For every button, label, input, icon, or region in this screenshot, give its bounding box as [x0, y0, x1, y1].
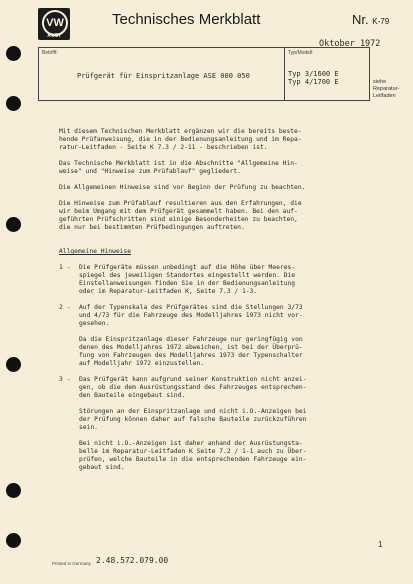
- printed-in-note: Printed in Germany: [52, 561, 91, 566]
- text-line: Einstellanweisungen finden Sie in der Bedienungsanleitung: [79, 280, 296, 287]
- logo-mark: VW: [42, 10, 68, 36]
- text-line: den Bauteile eingebaut sind.: [79, 392, 186, 399]
- item-paragraph: [79, 264, 359, 296]
- betrifft-label: Betrifft:: [42, 50, 58, 56]
- body-text: [59, 128, 359, 472]
- footer-document-number: 2.48.572.079.00: [96, 556, 169, 565]
- punch-hole-4: [6, 357, 21, 372]
- vw-logo: [38, 8, 70, 40]
- page-number: 1: [378, 540, 383, 549]
- text-line: gesehen.: [79, 320, 110, 327]
- text-line: sein.: [79, 424, 98, 431]
- punch-hole-3: [6, 217, 21, 232]
- list-item-2: [59, 304, 359, 368]
- text-line: Das Technische Merkblatt ist in die Abschnitte "Allgemeine Hin-: [59, 160, 298, 167]
- text-line: wir beim Umgang mit dem Prüfgerät gesammelt haben. Bei den auf-: [59, 208, 298, 215]
- section-heading: Allgemeine Hinweise: [59, 248, 132, 255]
- list-item-3: [59, 376, 359, 472]
- punch-hole-5: [6, 483, 21, 498]
- typ-line-1: Typ 3/1600 E: [288, 70, 339, 78]
- text-line: geführten Prüfschritten sind einige Besonderheiten zu beachten,: [59, 216, 298, 223]
- text-line: oder im Reparatur-Leitfaden K, Seite 7.3 / 1-3.: [79, 288, 258, 295]
- betrifft-value: Prüfgerät für Einspritzanlage ASE 000 050: [77, 72, 250, 80]
- document-date: Oktober 1972: [319, 39, 381, 49]
- side-note-line: Reparatur-: [373, 86, 400, 92]
- paragraph-experience: [59, 200, 359, 232]
- text-line: der Prüfung können daher auf falsche Bauteile zurückzuführen: [79, 416, 307, 423]
- text-line: gebaut sind.: [79, 464, 125, 471]
- item-number: 1 -: [59, 264, 71, 271]
- paragraph-intro: [59, 128, 359, 152]
- item-number: 3 -: [59, 376, 71, 383]
- item-paragraph: [79, 376, 359, 400]
- typ-label: Typ/Modell:: [288, 50, 314, 56]
- text-line: belle im Reparatur-Leitfaden K Seite 7.2 / 1-1 auch zu Über-: [79, 448, 307, 455]
- text-line: Auf der Typenskala des Prüfgerätes sind die Stellungen 3/73: [79, 304, 303, 311]
- info-box: [38, 47, 370, 101]
- text-line: Die Hinweise zum Prüfablauf resultieren aus den Erfahrungen, die: [59, 200, 302, 207]
- side-note: [373, 79, 399, 100]
- paragraph-general: [59, 184, 359, 192]
- item-paragraph: [79, 304, 359, 328]
- punch-hole-6: [6, 533, 21, 548]
- typ-line-2: Typ 4/1700 E: [288, 78, 339, 86]
- side-note-line: Leitfaden: [373, 93, 396, 99]
- nr-label: Nr.: [352, 12, 369, 27]
- text-line: auf Modelljahr 1972 einzustellen.: [79, 360, 205, 367]
- item-paragraph: [79, 408, 359, 432]
- text-line: spiegel des jeweiligen Standortes eingestellt werden. Die: [79, 272, 296, 279]
- text-line: Störungen an der Einspritzanlage und nicht i.O.-Anzeigen bei: [79, 408, 307, 415]
- item-number: 2 -: [59, 304, 71, 311]
- document-number: [352, 12, 389, 27]
- text-line: die nur bei bestimmten Prüfbedingungen auftreten.: [59, 224, 245, 231]
- text-line: ratur-Leitfaden - Seite K 7.3 / 2-11 - beschrieben ist.: [59, 144, 268, 151]
- text-line: Mit diesem Technischen Merkblatt ergänzen wir die bereits beste-: [59, 128, 302, 135]
- text-line: Das Prüfgerät kann aufgrund seiner Konstruktion nicht anzei-: [79, 376, 307, 383]
- text-line: gen, ob die dem Ausrüstungsstand des Fahrzeuges entsprechen-: [79, 384, 307, 391]
- item-paragraph: [79, 440, 359, 472]
- punch-hole-1: [6, 46, 21, 61]
- text-line: prüfen, welche Bauteile in die entsprechenden Fahrzeuge ein-: [79, 456, 307, 463]
- nr-value: K-79: [372, 17, 390, 26]
- paragraph-structure: [59, 160, 359, 176]
- side-note-line: siehe: [373, 79, 387, 85]
- document-title: Technisches Merkblatt: [112, 11, 261, 28]
- logo-subtext: AUDI: [47, 33, 61, 39]
- text-line: Die Prüfgeräte müssen unbedingt auf die Höhe über Meeres-: [79, 264, 296, 271]
- text-line: weise" und "Hinweise zum Prüfablauf" gegliedert.: [59, 168, 241, 175]
- text-line: Bei nicht i.O.-Anzeigen ist daher anhand der Ausrüstungsta-: [79, 440, 303, 447]
- text-line: und 4/73 für die Fahrzeuge des Modelljahres 1973 nicht vor-: [79, 312, 303, 319]
- text-line: Da die Einspritzanlage dieser Fahrzeuge nur geringfügig von: [79, 336, 303, 343]
- list-item-1: [59, 264, 359, 296]
- item-paragraph: [79, 336, 359, 368]
- punch-hole-2: [6, 96, 21, 111]
- text-line: Die Allgemeinen Hinweise sind vor Beginn der Prüfung zu beachten.: [59, 184, 306, 191]
- text-line: fung von Fahrzeugen des Modelljahres 1973 der Typenschalter: [79, 352, 303, 359]
- text-line: denen des Modelljahres 1972 abweichen, ist bei der Überprü-: [79, 344, 303, 351]
- text-line: hende Prüfanweisung, die in der Bedienungsanleitung und im Repa-: [59, 136, 302, 143]
- box-divider: [284, 48, 285, 100]
